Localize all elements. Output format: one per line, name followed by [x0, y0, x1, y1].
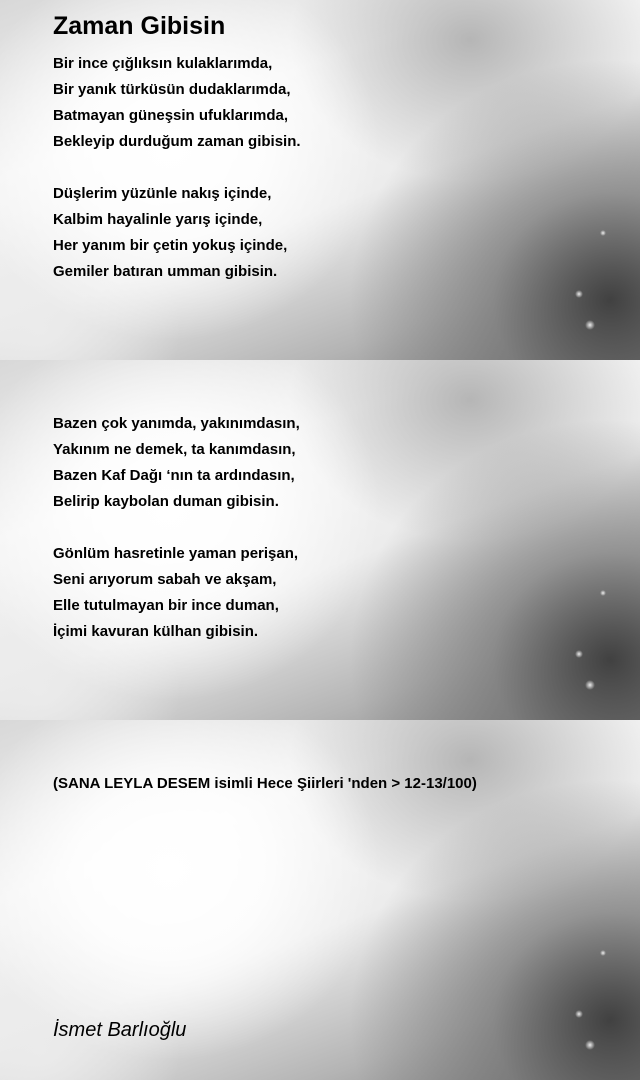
poem-panel-3 [0, 720, 640, 1080]
sparkle-decoration [585, 1040, 595, 1050]
poem-line: Gemiler batıran umman gibisin. [53, 263, 278, 280]
poem-line: İçimi kavuran külhan gibisin. [53, 623, 259, 640]
poem-line: Bazen çok yanımda, yakınımdasın, [53, 415, 300, 432]
sparkle-decoration [585, 680, 595, 690]
sparkle-decoration [585, 320, 595, 330]
poem-line: Bazen Kaf Dağı ‘nın ta ardındasın, [53, 467, 295, 484]
poem-author: İsmet Barlıoğlu [53, 1019, 187, 1041]
sparkle-decoration [575, 650, 583, 658]
stanza-1 [53, 51, 301, 155]
stanza-4 [53, 541, 298, 645]
poem-source-note: (SANA LEYLA DESEM isimli Hece Şiirleri 'nden > 12-13/100) [53, 775, 477, 792]
sparkle-decoration [575, 290, 583, 298]
sparkle-decoration [600, 230, 606, 236]
poem-line: Kalbim hayalinle yarış içinde, [53, 211, 263, 228]
poem-line: Gönlüm hasretinle yaman perişan, [53, 545, 299, 562]
stanza-2 [53, 181, 287, 285]
poem-line: Elle tutulmayan bir ince duman, [53, 597, 279, 614]
poem-line: Seni arıyorum sabah ve akşam, [53, 571, 277, 588]
poem-line: Düşlerim yüzünle nakış içinde, [53, 185, 272, 202]
poem-panel-2 [0, 360, 640, 720]
poem-line: Belirip kaybolan duman gibisin. [53, 493, 279, 510]
poem-panel-1 [0, 0, 640, 360]
stanza-3 [53, 411, 300, 515]
sparkle-decoration [575, 1010, 583, 1018]
sparkle-decoration [600, 950, 606, 956]
poem-line: Bir ince çığlıksın kulaklarımda, [53, 55, 273, 72]
poem-title: Zaman Gibisin [53, 12, 226, 40]
poem-line: Yakınım ne demek, ta kanımdasın, [53, 441, 296, 458]
sparkle-decoration [600, 590, 606, 596]
poem-line: Bekleyip durduğum zaman gibisin. [53, 133, 301, 150]
poem-line: Bir yanık türküsün dudaklarımda, [53, 81, 291, 98]
poem-line: Batmayan güneşsin ufuklarımda, [53, 107, 289, 124]
poem-line: Her yanım bir çetin yokuş içinde, [53, 237, 288, 254]
